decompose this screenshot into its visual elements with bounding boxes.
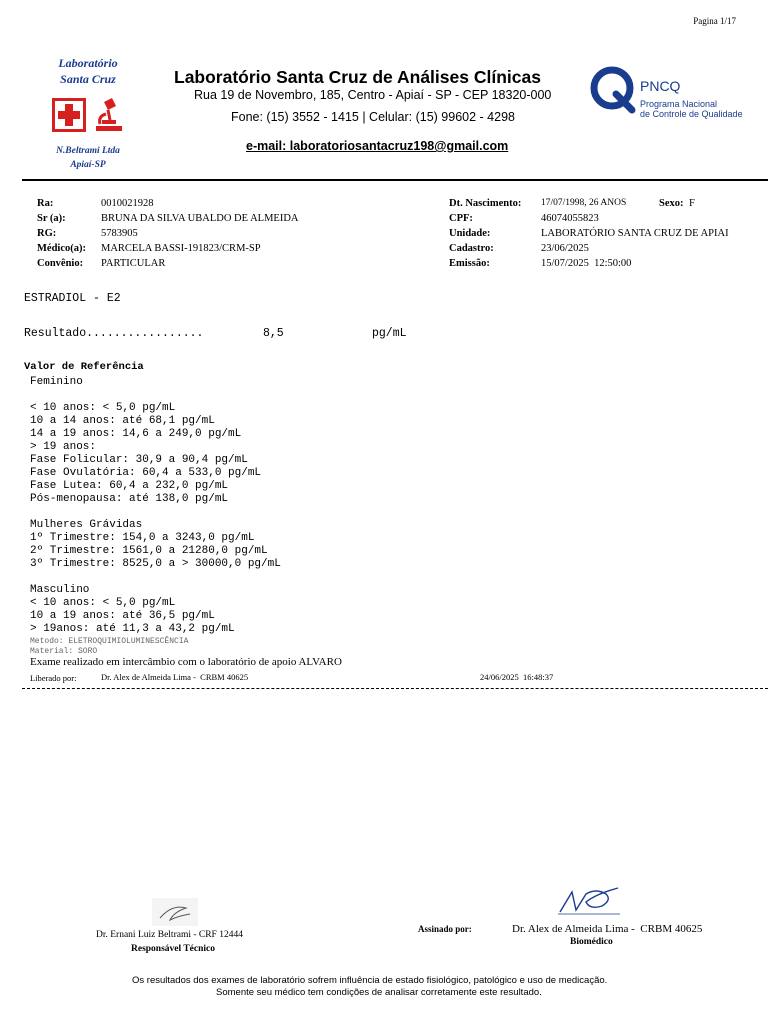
lab-logo-line1: Laboratório — [58, 56, 118, 70]
cpf-value: 46074055823 — [541, 213, 599, 224]
exam-method: Metodo: ELETROQUIMIOLUMINESCÊNCIA — [30, 637, 189, 646]
released-by: Dr. Alex de Almeida Lima - CRBM 40625 — [101, 672, 249, 682]
registration-label: Cadastro: — [449, 243, 494, 254]
footer-disclaimer-line1: Os resultados dos exames de laboratório sofrem influência de estado fisiológico, patológico e uso de medicação. — [132, 975, 608, 986]
plan-label: Convênio: — [37, 258, 84, 269]
reference-line: 14 a 19 anos: 14,6 a 249,0 pg/mL — [30, 428, 242, 440]
section-divider — [22, 688, 768, 689]
lab-name: Laboratório Santa Cruz de Análises Clínicas — [174, 67, 541, 87]
reference-line: Fase Lutea: 60,4 a 232,0 pg/mL — [30, 480, 229, 492]
reference-line: Mulheres Grávidas — [30, 519, 143, 531]
sex-label: Sexo: — [659, 198, 684, 209]
reference-line: 10 a 14 anos: até 68,1 pg/mL — [30, 415, 215, 427]
result-unit: pg/mL — [372, 327, 407, 340]
reference-line: 1º Trimestre: 154,0 a 3243,0 pg/mL — [30, 532, 255, 544]
reference-line: < 10 anos: < 5,0 pg/mL — [30, 597, 176, 609]
pncq-acronym: PNCQ — [640, 78, 681, 94]
signer-role: Biomédico — [570, 937, 613, 947]
released-label: Liberado por: — [30, 673, 77, 683]
reference-line: 3º Trimestre: 8525,0 a > 30000,0 pg/mL — [30, 558, 281, 570]
lab-cross-microscope-icon — [50, 94, 130, 138]
patient-name-label: Sr (a): — [37, 213, 66, 224]
reference-line: < 10 anos: < 5,0 pg/mL — [30, 402, 176, 414]
lab-logo — [22, 52, 154, 176]
header-divider — [22, 179, 768, 181]
reference-title: Valor de Referência — [24, 361, 144, 373]
lab-address: Rua 19 de Novembro, 185, Centro - Apiaí - SP - CEP 18320-000 — [194, 88, 552, 102]
reference-line: Fase Folicular: 30,9 a 90,4 pg/mL — [30, 454, 248, 466]
rg-value: 5783905 — [101, 228, 138, 239]
pncq-q-icon — [588, 66, 638, 116]
footer-disclaimer-line2: Somente seu médico tem condições de analisar corretamente este resultado. — [216, 987, 542, 998]
pncq-line1: Programa Nacional — [640, 99, 718, 109]
result-value: 8,5 — [263, 327, 284, 340]
doctor-label: Médico(a): — [37, 243, 86, 254]
pncq-logo — [588, 66, 744, 126]
exam-title: ESTRADIOL - E2 — [24, 292, 121, 305]
signed-by-label: Assinado por: — [418, 924, 472, 934]
tech-signature-image — [152, 898, 198, 926]
pncq-line2: de Controle de Qualidade — [640, 109, 743, 119]
reference-line: Fase Ovulatória: 60,4 a 533,0 pg/mL — [30, 467, 262, 479]
sex-value: F — [689, 198, 695, 209]
reference-line: > 19anos: até 11,3 a 43,2 pg/mL — [30, 623, 235, 635]
reference-line: > 19 anos: — [30, 441, 97, 453]
birth-label: Dt. Nascimento: — [449, 198, 522, 209]
released-at: 24/06/2025 16:48:37 — [480, 672, 554, 682]
lab-logo-line3: N.Beltrami Ltda — [56, 146, 120, 156]
reference-line: 10 a 19 anos: até 36,5 pg/mL — [30, 610, 215, 622]
signer-name: Dr. Alex de Almeida Lima - CRBM 40625 — [512, 923, 703, 935]
ra-label: Ra: — [37, 198, 54, 209]
lab-logo-line4: Apiaí-SP — [70, 160, 106, 170]
doctor-value: MARCELA BASSI-191823/CRM-SP — [101, 243, 261, 254]
unit-value: LABORATÓRIO SANTA CRUZ DE APIAI — [541, 228, 729, 239]
lab-phone: Fone: (15) 3552 - 1415 | Celular: (15) 99602 - 4298 — [231, 110, 515, 124]
patient-name-value: BRUNA DA SILVA UBALDO DE ALMEIDA — [101, 213, 299, 224]
rg-label: RG: — [37, 228, 57, 239]
lab-email-link[interactable]: e-mail: laboratoriosantacruz198@gmail.com — [246, 139, 509, 153]
ra-value: 0010021928 — [101, 198, 154, 209]
registration-value: 23/06/2025 — [541, 243, 589, 254]
reference-line: Pós-menopausa: até 138,0 pg/mL — [30, 493, 229, 505]
reference-line: Feminino — [30, 376, 83, 388]
exam-material: Material: SORO — [30, 647, 98, 656]
tech-role: Responsável Técnico — [131, 944, 216, 954]
unit-label: Unidade: — [449, 228, 491, 239]
exchange-note: Exame realizado em intercâmbio com o laboratório de apoio ALVARO — [30, 656, 342, 668]
cpf-label: CPF: — [449, 213, 473, 224]
emission-value: 15/07/2025 12:50:00 — [541, 258, 632, 269]
emission-label: Emissão: — [449, 258, 490, 269]
plan-value: PARTICULAR — [101, 258, 166, 269]
tech-name: Dr. Ernani Luiz Beltrami - CRF 12444 — [96, 930, 243, 940]
reference-line: 2º Trimestre: 1561,0 a 21280,0 pg/mL — [30, 545, 268, 557]
lab-logo-line2: Santa Cruz — [60, 72, 116, 86]
pncq-description — [640, 99, 743, 119]
reference-line: Masculino — [30, 584, 90, 596]
result-label: Resultado................. — [24, 327, 204, 340]
birth-value: 17/07/1998, 26 ANOS — [541, 198, 627, 208]
signer-signature-image — [556, 884, 622, 918]
page-number: Pagina 1/17 — [693, 16, 736, 26]
